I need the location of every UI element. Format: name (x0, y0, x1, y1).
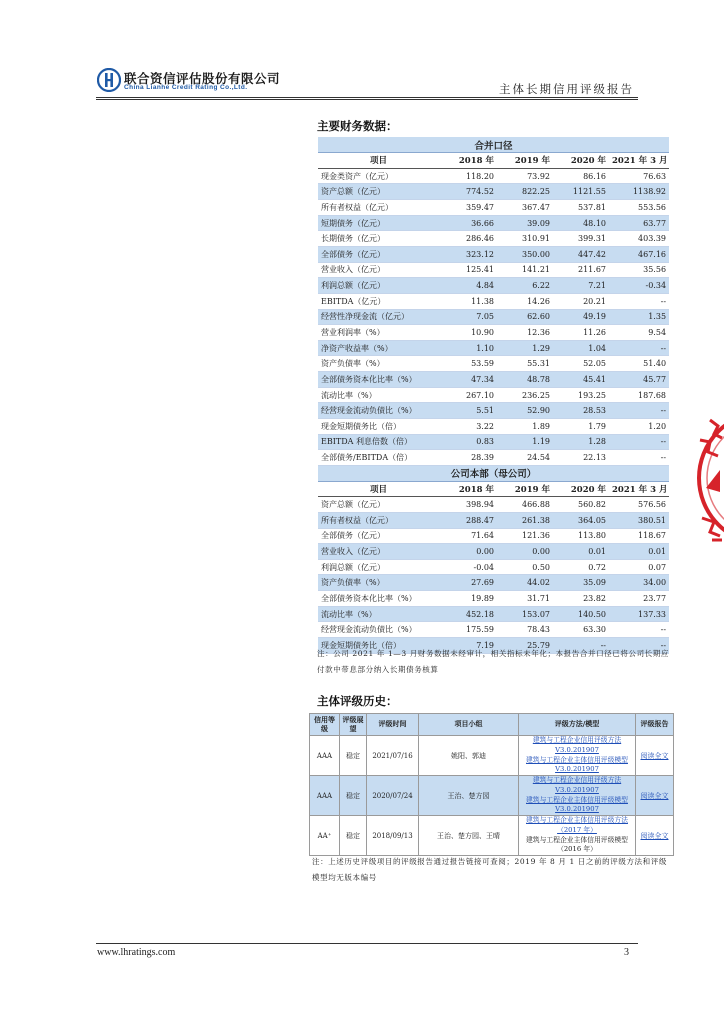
history-date: 2018/09/13 (367, 816, 419, 856)
row-label: 流动比率（%） (318, 387, 439, 403)
table-row (318, 450, 669, 466)
row-label: 短期债务（亿元） (318, 215, 439, 231)
row-value: 23.77 (609, 591, 669, 607)
row-value: 1.10 (439, 340, 497, 356)
row-value: -0.04 (439, 559, 497, 575)
row-label: 经营性净现金流（亿元） (318, 309, 439, 325)
parent-group-title: 公司本部（母公司） (318, 465, 669, 481)
history-grade: AAA (310, 776, 340, 816)
row-label: 全部债务（亿元） (318, 246, 439, 262)
column-header: 2020 年 (553, 481, 609, 497)
method-text: 建筑与工程企业主体信用评级模型 (526, 835, 628, 844)
row-value: -0.34 (609, 278, 669, 294)
table-row (318, 168, 669, 184)
row-value: 288.47 (439, 512, 497, 528)
row-value: 11.38 (439, 293, 497, 309)
history-outlook: 稳定 (340, 776, 367, 816)
row-value: 34.00 (609, 575, 669, 591)
company-seal-stamp (690, 400, 724, 560)
row-value: 23.82 (553, 591, 609, 607)
history-method (519, 736, 636, 776)
row-value: 466.88 (497, 497, 553, 513)
row-value: 0.50 (497, 559, 553, 575)
table-row (318, 262, 669, 278)
read-full-report-link[interactable]: 阅读全文 (640, 831, 669, 840)
history-date: 2020/07/24 (367, 776, 419, 816)
history-method (519, 816, 636, 856)
footer-url[interactable]: www.lhratings.com (97, 947, 176, 958)
row-value: 20.21 (553, 293, 609, 309)
row-value: 1.89 (497, 419, 553, 435)
row-value: 45.77 (609, 372, 669, 388)
row-value: -- (609, 450, 669, 466)
row-label: 全部债务/EBITDA（倍） (318, 450, 439, 466)
row-value: 0.07 (609, 559, 669, 575)
row-label: 经营现金流动负债比（%） (318, 622, 439, 638)
row-value: -- (609, 340, 669, 356)
method-link[interactable]: 建筑与工程企业信用评级方法 (532, 736, 622, 745)
row-label: 长期债务（亿元） (318, 231, 439, 247)
history-team: 姚阳、郭迪 (419, 736, 519, 776)
row-value: 398.94 (439, 497, 497, 513)
row-value: 560.82 (553, 497, 609, 513)
row-value: 31.71 (497, 591, 553, 607)
history-outlook: 稳定 (340, 816, 367, 856)
footer-divider (96, 943, 638, 944)
method-link[interactable]: V3.0.201907 (555, 805, 599, 814)
row-value: 45.41 (553, 372, 609, 388)
parent-group-row (318, 465, 669, 481)
table-row (318, 591, 669, 607)
table-row (318, 293, 669, 309)
row-value: 22.13 (553, 450, 609, 466)
history-row (310, 736, 674, 776)
table-row (318, 309, 669, 325)
method-link[interactable]: V3.0.201907 (555, 785, 599, 794)
financial-table (318, 137, 669, 654)
history-row (310, 816, 674, 856)
row-value: 9.54 (609, 325, 669, 341)
row-value: 118.67 (609, 528, 669, 544)
table-row (318, 544, 669, 560)
table-row (318, 246, 669, 262)
row-value: 137.33 (609, 606, 669, 622)
row-label: 全部债务资本化比率（%） (318, 591, 439, 607)
row-value: 261.38 (497, 512, 553, 528)
row-value: 121.36 (497, 528, 553, 544)
table-row (318, 200, 669, 216)
row-value: 11.26 (553, 325, 609, 341)
row-value: 7.19 (439, 638, 497, 654)
row-value: 125.41 (439, 262, 497, 278)
row-value: 553.56 (609, 200, 669, 216)
row-value: 452.18 (439, 606, 497, 622)
row-value: 1138.92 (609, 184, 669, 200)
row-value: 537.81 (553, 200, 609, 216)
table-row (318, 575, 669, 591)
row-value: 236.25 (497, 387, 553, 403)
row-label: EBITDA 利息倍数（倍） (318, 434, 439, 450)
column-header: 项目小组 (419, 714, 519, 736)
row-value: 47.34 (439, 372, 497, 388)
row-value: 113.80 (553, 528, 609, 544)
row-value: 55.31 (497, 356, 553, 372)
row-value: 0.72 (553, 559, 609, 575)
row-value: 1.28 (553, 434, 609, 450)
row-value: 78.43 (497, 622, 553, 638)
row-value: 350.00 (497, 246, 553, 262)
company-name: 联合资信评估股份有限公司 (124, 71, 281, 86)
row-value: 10.90 (439, 325, 497, 341)
history-report (636, 736, 674, 776)
row-label: 流动比率（%） (318, 606, 439, 622)
row-value: 399.31 (553, 231, 609, 247)
row-value: 140.50 (553, 606, 609, 622)
row-value: 175.59 (439, 622, 497, 638)
row-value: 141.21 (497, 262, 553, 278)
column-header: 2021 年 3 月 (609, 153, 669, 169)
method-link[interactable]: （2017 年） (557, 825, 597, 834)
read-full-report-link[interactable]: 阅读全文 (640, 751, 669, 760)
row-label: EBITDA（亿元） (318, 293, 439, 309)
row-label: 利润总额（亿元） (318, 278, 439, 294)
row-value: 0.01 (553, 544, 609, 560)
table-row (318, 497, 669, 513)
column-header: 项目 (318, 153, 439, 169)
row-value: 35.09 (553, 575, 609, 591)
row-value: 153.07 (497, 606, 553, 622)
row-value: 14.26 (497, 293, 553, 309)
table-row (318, 278, 669, 294)
row-value: 36.66 (439, 215, 497, 231)
row-value: 359.47 (439, 200, 497, 216)
table-row (318, 403, 669, 419)
history-date: 2021/07/16 (367, 736, 419, 776)
row-label: 现金短期债务比（倍） (318, 419, 439, 435)
row-value: 24.54 (497, 450, 553, 466)
consolidated-group-title: 合并口径 (318, 137, 669, 153)
row-value: 53.59 (439, 356, 497, 372)
row-value: 48.10 (553, 215, 609, 231)
method-link[interactable]: V3.0.201907 (555, 765, 599, 774)
table-row (318, 606, 669, 622)
row-value: -- (609, 434, 669, 450)
method-link[interactable]: 建筑与工程企业主体信用评级方法 (526, 816, 628, 825)
row-value: 1121.55 (553, 184, 609, 200)
page-number: 3 (624, 947, 629, 958)
row-value: 118.20 (439, 168, 497, 184)
consolidated-header-row (318, 153, 669, 169)
row-value: 211.67 (553, 262, 609, 278)
row-label: 资产总额（亿元） (318, 497, 439, 513)
column-header: 评级方法/模型 (519, 714, 636, 736)
history-team: 王治、楚方园 (419, 776, 519, 816)
read-full-report-link[interactable]: 阅读全文 (640, 791, 669, 800)
row-value: 447.42 (553, 246, 609, 262)
row-value: 267.10 (439, 387, 497, 403)
row-value: 0.00 (439, 544, 497, 560)
company-name-en: China Lianhe Credit Rating Co.,Ltd. (124, 84, 248, 91)
row-label: 所有者权益（亿元） (318, 200, 439, 216)
row-value: 0.83 (439, 434, 497, 450)
row-value: 19.89 (439, 591, 497, 607)
method-text: （2016 年） (557, 845, 597, 854)
history-section-title: 主体评级历史： (317, 694, 398, 708)
row-value: 5.51 (439, 403, 497, 419)
row-label: 全部债务（亿元） (318, 528, 439, 544)
table-row (318, 215, 669, 231)
table-row (318, 184, 669, 200)
column-header: 2021 年 3 月 (609, 481, 669, 497)
row-label: 资产负债率（%） (318, 356, 439, 372)
table-row (318, 372, 669, 388)
parent-header-row (318, 481, 669, 497)
row-value: 187.68 (609, 387, 669, 403)
row-value: -- (609, 622, 669, 638)
row-value: 51.40 (609, 356, 669, 372)
document-type: 主体长期信用评级报告 (499, 82, 634, 96)
row-value: 52.05 (553, 356, 609, 372)
row-value: 1.29 (497, 340, 553, 356)
row-value: 52.90 (497, 403, 553, 419)
row-value: 76.63 (609, 168, 669, 184)
row-value: 63.77 (609, 215, 669, 231)
row-value: 1.79 (553, 419, 609, 435)
table-row (318, 231, 669, 247)
rating-history-table (309, 713, 674, 856)
table-row (318, 434, 669, 450)
row-label: 营业收入（亿元） (318, 544, 439, 560)
row-value: 7.05 (439, 309, 497, 325)
row-value: 7.21 (553, 278, 609, 294)
row-label: 利润总额（亿元） (318, 559, 439, 575)
row-value: 822.25 (497, 184, 553, 200)
history-grade: AAA (310, 736, 340, 776)
row-value: 286.46 (439, 231, 497, 247)
table-row (318, 340, 669, 356)
table-row (318, 512, 669, 528)
row-value: -- (609, 293, 669, 309)
header-divider (96, 97, 638, 100)
row-value: 12.36 (497, 325, 553, 341)
row-label: 净资产收益率（%） (318, 340, 439, 356)
column-header: 信用等级 (310, 714, 340, 736)
row-value: 364.05 (553, 512, 609, 528)
row-label: 现金短期债务比（倍） (318, 638, 439, 654)
row-value: 576.56 (609, 497, 669, 513)
row-value: 1.35 (609, 309, 669, 325)
column-header: 2019 年 (497, 481, 553, 497)
row-label: 营业收入（亿元） (318, 262, 439, 278)
row-value: 27.69 (439, 575, 497, 591)
row-value: 0.01 (609, 544, 669, 560)
column-header: 评级时间 (367, 714, 419, 736)
column-header: 评级报告 (636, 714, 674, 736)
row-value: 62.60 (497, 309, 553, 325)
row-label: 经营现金流动负债比（%） (318, 403, 439, 419)
history-grade: AA⁺ (310, 816, 340, 856)
row-value: 1.19 (497, 434, 553, 450)
history-team: 王治、楚方园、王晴 (419, 816, 519, 856)
table-row (318, 559, 669, 575)
history-method (519, 776, 636, 816)
history-header-row (310, 714, 674, 736)
row-value: 44.02 (497, 575, 553, 591)
row-value: 380.51 (609, 512, 669, 528)
row-value: 39.09 (497, 215, 553, 231)
method-link[interactable]: 建筑与工程企业信用评级方法 (532, 776, 622, 785)
row-value: -- (609, 403, 669, 419)
history-outlook: 稳定 (340, 736, 367, 776)
row-label: 资产负债率（%） (318, 575, 439, 591)
column-header: 2019 年 (497, 153, 553, 169)
table-row (318, 387, 669, 403)
row-value: 28.39 (439, 450, 497, 466)
row-value: 323.12 (439, 246, 497, 262)
row-value: 86.16 (553, 168, 609, 184)
row-value: 193.25 (553, 387, 609, 403)
table-row (318, 528, 669, 544)
row-value: 1.04 (553, 340, 609, 356)
company-logo-icon (97, 68, 121, 92)
history-report (636, 776, 674, 816)
row-value: 467.16 (609, 246, 669, 262)
row-value: 1.20 (609, 419, 669, 435)
row-label: 全部债务资本化比率（%） (318, 372, 439, 388)
row-value: 25.79 (497, 638, 553, 654)
row-value: 774.52 (439, 184, 497, 200)
row-label: 所有者权益（亿元） (318, 512, 439, 528)
history-note: 注：上述历史评级项目的评级报告通过报告链接可查阅；2019 年 8 月 1 日之前的评级方法和评级模型均无版本编号 (312, 857, 667, 882)
table-row (318, 325, 669, 341)
column-header: 2018 年 (439, 481, 497, 497)
row-label: 资产总额（亿元） (318, 184, 439, 200)
column-header: 项目 (318, 481, 439, 497)
row-value: 73.92 (497, 168, 553, 184)
row-value: 310.91 (497, 231, 553, 247)
row-value: 71.64 (439, 528, 497, 544)
row-value: 48.78 (497, 372, 553, 388)
row-value: 28.53 (553, 403, 609, 419)
table-row (318, 622, 669, 638)
table-row (318, 419, 669, 435)
history-row (310, 776, 674, 816)
row-value: 3.22 (439, 419, 497, 435)
column-header: 评级展望 (340, 714, 367, 736)
method-link[interactable]: 建筑与工程企业主体信用评级模型 (526, 755, 628, 764)
method-link[interactable]: V3.0.201907 (555, 745, 599, 754)
consolidated-group-row (318, 137, 669, 153)
method-link[interactable]: 建筑与工程企业主体信用评级模型 (526, 795, 628, 804)
row-value: -- (609, 638, 669, 654)
column-header: 2018 年 (439, 153, 497, 169)
row-value: 35.56 (609, 262, 669, 278)
row-value: 0.00 (497, 544, 553, 560)
financial-note: 注：公司 2021 年 1—3 月财务数据未经审计，相关指标未年化；本报告合并口径已将公司长期应付款中带息部分纳入长期债务核算 (317, 649, 669, 674)
row-label: 营业利润率（%） (318, 325, 439, 341)
row-value: 63.30 (553, 622, 609, 638)
column-header: 2020 年 (553, 153, 609, 169)
row-value: 367.47 (497, 200, 553, 216)
row-label: 现金类资产（亿元） (318, 168, 439, 184)
row-value: 4.84 (439, 278, 497, 294)
row-value: -- (553, 638, 609, 654)
row-value: 403.39 (609, 231, 669, 247)
financial-section-title: 主要财务数据： (317, 119, 398, 133)
table-row (318, 356, 669, 372)
row-value: 6.22 (497, 278, 553, 294)
row-value: 49.19 (553, 309, 609, 325)
history-report (636, 816, 674, 856)
